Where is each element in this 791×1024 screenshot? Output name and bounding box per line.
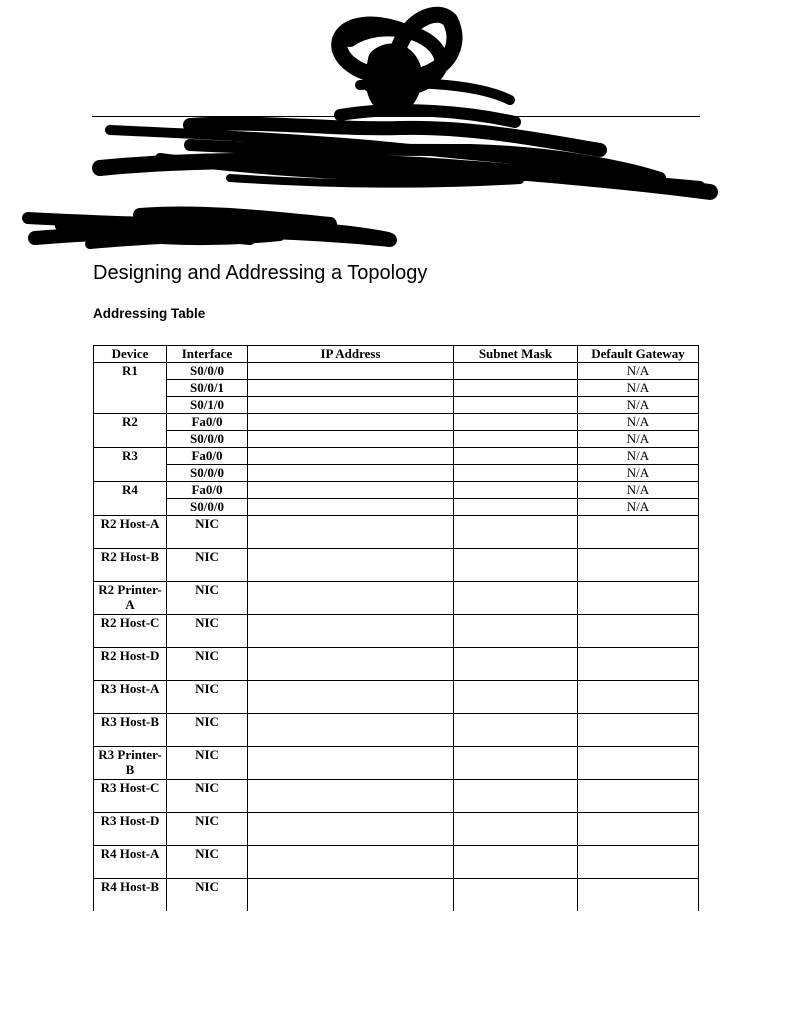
subnet-mask-cell: [454, 780, 578, 813]
table-row: [94, 681, 699, 714]
col-header-ip-address: IP Address: [248, 346, 454, 363]
device-cell: R3 Host-D: [94, 813, 167, 846]
col-header-default-gateway: Default Gateway: [578, 346, 699, 363]
default-gateway-cell: [578, 648, 699, 681]
redaction-scribble: [0, 0, 791, 260]
col-header-interface: Interface: [167, 346, 248, 363]
subnet-mask-cell: [454, 582, 578, 615]
default-gateway-cell: N/A: [578, 482, 699, 499]
ip-address-cell: [248, 846, 454, 879]
default-gateway-cell: [578, 582, 699, 615]
interface-cell: Fa0/0: [167, 482, 248, 499]
device-cell: R2 Host-C: [94, 615, 167, 648]
default-gateway-cell: [578, 879, 699, 912]
device-cell: R2 Host-A: [94, 516, 167, 549]
table-row: [94, 747, 699, 780]
table-row: [94, 813, 699, 846]
table-row: [94, 431, 699, 448]
table-row: [94, 582, 699, 615]
device-cell: R3 Host-B: [94, 714, 167, 747]
table-row: [94, 397, 699, 414]
document-title: Designing and Addressing a Topology: [93, 262, 428, 284]
subnet-mask-cell: [454, 747, 578, 780]
default-gateway-cell: [578, 780, 699, 813]
device-cell: R2 Host-B: [94, 549, 167, 582]
subnet-mask-cell: [454, 414, 578, 431]
default-gateway-cell: [578, 549, 699, 582]
interface-cell: NIC: [167, 681, 248, 714]
table-row: [94, 516, 699, 549]
addressing-table: [93, 345, 699, 911]
subnet-mask-cell: [454, 615, 578, 648]
device-cell: R4 Host-B: [94, 879, 167, 912]
interface-cell: S0/0/1: [167, 380, 248, 397]
interface-cell: NIC: [167, 813, 248, 846]
subnet-mask-cell: [454, 431, 578, 448]
default-gateway-cell: N/A: [578, 465, 699, 482]
table-row: [94, 615, 699, 648]
default-gateway-cell: N/A: [578, 380, 699, 397]
table-row: [94, 648, 699, 681]
default-gateway-cell: [578, 813, 699, 846]
default-gateway-cell: [578, 681, 699, 714]
interface-cell: S0/0/0: [167, 465, 248, 482]
table-row: [94, 549, 699, 582]
subnet-mask-cell: [454, 380, 578, 397]
subnet-mask-cell: [454, 813, 578, 846]
default-gateway-cell: N/A: [578, 363, 699, 380]
interface-cell: S0/0/0: [167, 431, 248, 448]
interface-cell: NIC: [167, 648, 248, 681]
interface-cell: Fa0/0: [167, 448, 248, 465]
col-header-subnet-mask: Subnet Mask: [454, 346, 578, 363]
device-cell: R3 Printer-B: [94, 747, 167, 780]
device-cell: R3 Host-C: [94, 780, 167, 813]
device-cell: R4 Host-A: [94, 846, 167, 879]
subnet-mask-cell: [454, 879, 578, 912]
table-header-row: [94, 346, 699, 363]
default-gateway-cell: [578, 747, 699, 780]
table-row: [94, 780, 699, 813]
interface-cell: NIC: [167, 582, 248, 615]
interface-cell: NIC: [167, 714, 248, 747]
ip-address-cell: [248, 465, 454, 482]
subnet-mask-cell: [454, 448, 578, 465]
ip-address-cell: [248, 363, 454, 380]
interface-cell: NIC: [167, 615, 248, 648]
device-cell: R2 Printer-A: [94, 582, 167, 615]
device-cell: R2 Host-D: [94, 648, 167, 681]
default-gateway-cell: N/A: [578, 397, 699, 414]
table-row: [94, 846, 699, 879]
subnet-mask-cell: [454, 846, 578, 879]
ip-address-cell: [248, 516, 454, 549]
table-row: [94, 363, 699, 380]
interface-cell: NIC: [167, 846, 248, 879]
subnet-mask-cell: [454, 397, 578, 414]
table-row: [94, 380, 699, 397]
default-gateway-cell: N/A: [578, 499, 699, 516]
ip-address-cell: [248, 681, 454, 714]
table-row: [94, 499, 699, 516]
ip-address-cell: [248, 448, 454, 465]
subnet-mask-cell: [454, 499, 578, 516]
device-cell: R2: [94, 414, 167, 448]
subnet-mask-cell: [454, 516, 578, 549]
table-row: [94, 879, 699, 912]
ip-address-cell: [248, 397, 454, 414]
col-header-device: Device: [94, 346, 167, 363]
default-gateway-cell: [578, 714, 699, 747]
default-gateway-cell: N/A: [578, 448, 699, 465]
interface-cell: S0/0/0: [167, 363, 248, 380]
device-cell: R3 Host-A: [94, 681, 167, 714]
subnet-mask-cell: [454, 549, 578, 582]
interface-cell: NIC: [167, 747, 248, 780]
subnet-mask-cell: [454, 681, 578, 714]
default-gateway-cell: N/A: [578, 414, 699, 431]
subnet-mask-cell: [454, 714, 578, 747]
ip-address-cell: [248, 582, 454, 615]
table-body: [94, 363, 699, 912]
device-cell: R4: [94, 482, 167, 516]
interface-cell: NIC: [167, 549, 248, 582]
ip-address-cell: [248, 747, 454, 780]
interface-cell: S0/1/0: [167, 397, 248, 414]
ip-address-cell: [248, 549, 454, 582]
table-row: [94, 448, 699, 465]
ip-address-cell: [248, 780, 454, 813]
default-gateway-cell: [578, 516, 699, 549]
ip-address-cell: [248, 482, 454, 499]
table-row: [94, 414, 699, 431]
device-cell: R3: [94, 448, 167, 482]
ip-address-cell: [248, 499, 454, 516]
interface-cell: NIC: [167, 516, 248, 549]
subnet-mask-cell: [454, 648, 578, 681]
ip-address-cell: [248, 648, 454, 681]
device-cell: R1: [94, 363, 167, 414]
ip-address-cell: [248, 431, 454, 448]
interface-cell: NIC: [167, 879, 248, 912]
interface-cell: S0/0/0: [167, 499, 248, 516]
header-rule: [92, 116, 700, 117]
subnet-mask-cell: [454, 465, 578, 482]
ip-address-cell: [248, 714, 454, 747]
subnet-mask-cell: [454, 363, 578, 380]
ip-address-cell: [248, 380, 454, 397]
ip-address-cell: [248, 813, 454, 846]
ip-address-cell: [248, 414, 454, 431]
ip-address-cell: [248, 879, 454, 912]
subnet-mask-cell: [454, 482, 578, 499]
section-label: Addressing Table: [93, 306, 206, 321]
table-row: [94, 482, 699, 499]
default-gateway-cell: [578, 615, 699, 648]
interface-cell: NIC: [167, 780, 248, 813]
interface-cell: Fa0/0: [167, 414, 248, 431]
table-row: [94, 465, 699, 482]
default-gateway-cell: [578, 846, 699, 879]
default-gateway-cell: N/A: [578, 431, 699, 448]
ip-address-cell: [248, 615, 454, 648]
table-row: [94, 714, 699, 747]
